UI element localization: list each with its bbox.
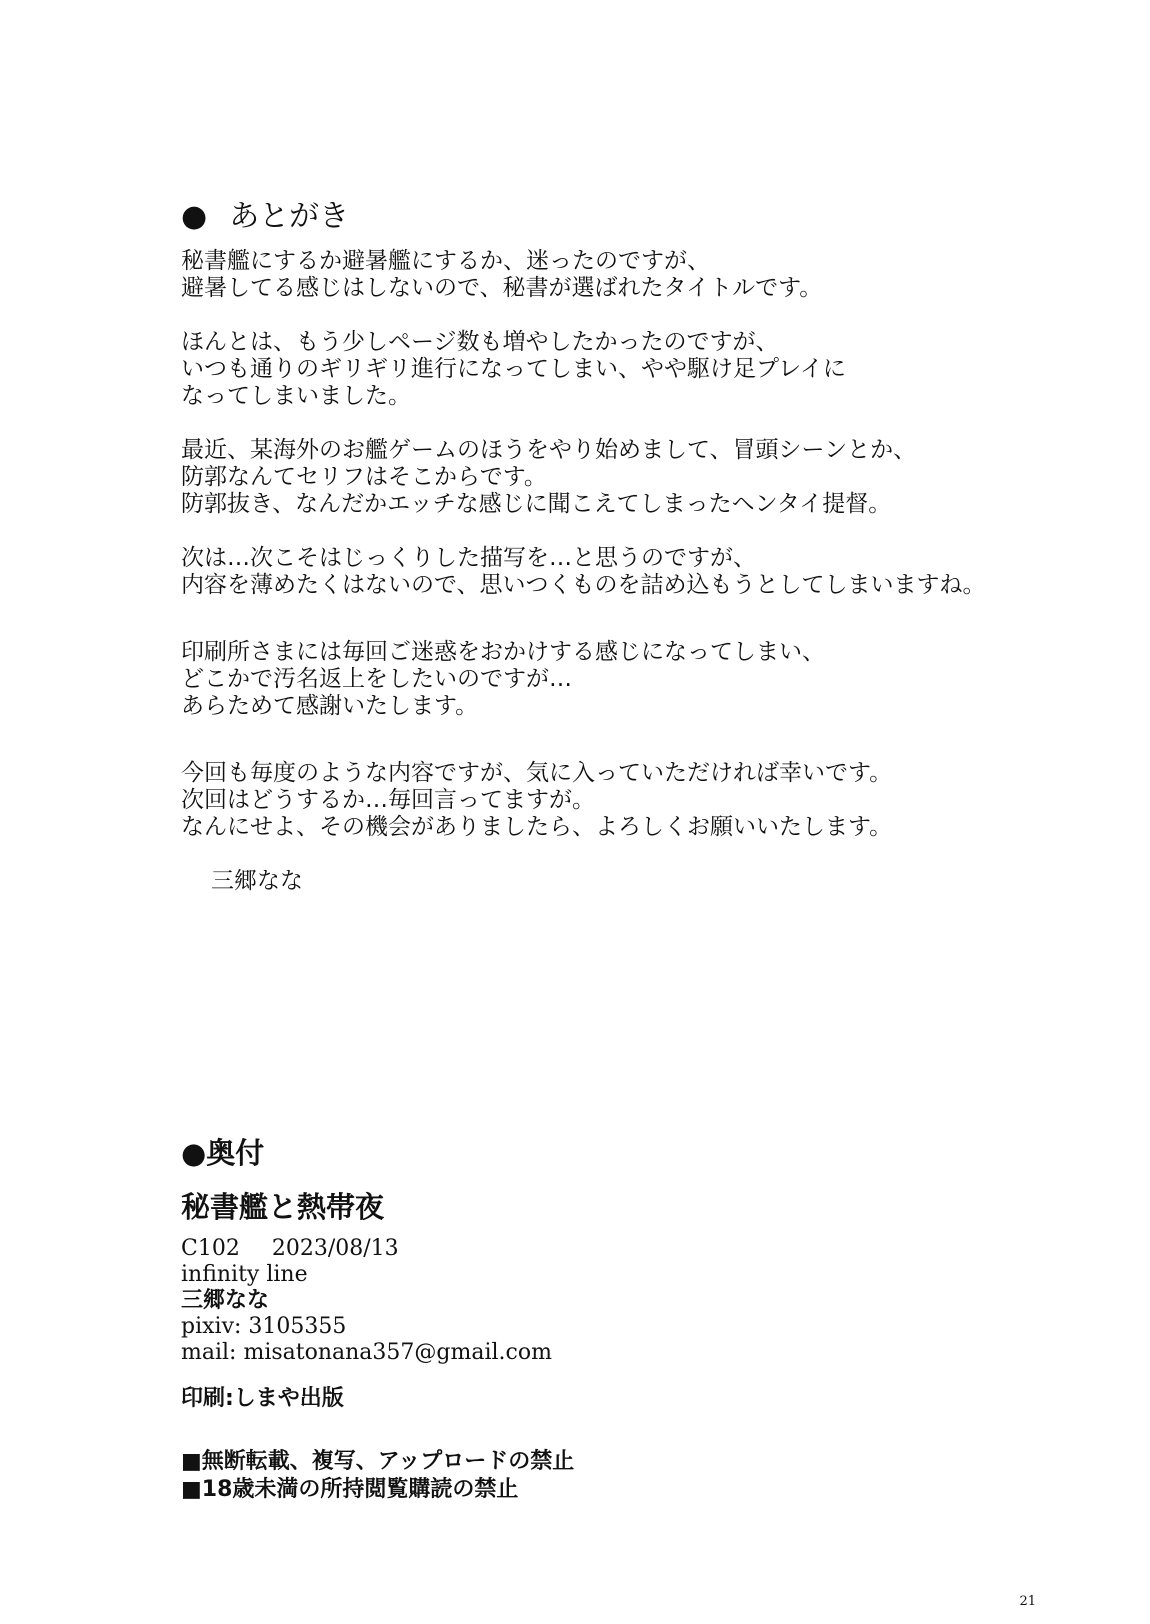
printer-name: 印刷:しまや出版 [181, 1386, 344, 1411]
text-line: なんにせよ、その機会がありましたら、よろしくお願いいたします。 [181, 814, 893, 840]
text-line: 避暑してる感じはしないので、秘書が選ばれたタイトルです。 [181, 275, 823, 301]
page-number: 21 [1019, 1594, 1036, 1609]
text-line: どこかで汚名返上をしたいのですが… [181, 666, 572, 692]
text-line: 内容を薄めたくはないので、思いつくものを詰め込もうとしてしまいますね。 [181, 572, 986, 598]
pixiv-id: pixiv: 3105355 [181, 1314, 347, 1339]
afterword-heading [181, 200, 1081, 234]
notices-list [181, 1448, 881, 1504]
text-line: ほんとは、もう少しページ数も増やしたかったのですが、 [181, 329, 779, 355]
text-line: 印刷所さまには毎回ご迷惑をおかけする感じになってしまい、 [181, 639, 825, 665]
notice-item: ■18歳未満の所持閲覧購読の禁止 [181, 1477, 519, 1502]
text-line: なってしまいました。 [181, 383, 411, 409]
event-date-line [181, 1236, 881, 1262]
afterword-paragraph-5 [181, 639, 1081, 720]
contact-email: mail: misatonana357@gmail.com [181, 1340, 552, 1365]
book-title: 秘書艦と熱帯夜 [181, 1190, 385, 1224]
afterword-paragraph-2 [181, 329, 1081, 410]
afterword-title: あとがき [229, 199, 350, 234]
colophon-section [181, 1136, 881, 1504]
notice-item: ■無断転載、複写、アップロードの禁止 [181, 1449, 575, 1474]
text-line: 今回も毎度のような内容ですが、気に入っていただければ幸いです。 [181, 760, 893, 786]
text-line: あらためて感謝いたします。 [181, 693, 479, 719]
afterword-section [181, 200, 1081, 895]
text-line: 防郭抜き、なんだかエッチな感じに聞こえてしまったヘンタイ提督。 [181, 491, 892, 517]
text-line: 次は…次こそはじっくりした描写を…と思うのですが、 [181, 545, 756, 571]
afterword-paragraph-1 [181, 248, 1081, 302]
event-name: C102 [181, 1236, 240, 1261]
author-name: 三郷なな [181, 1288, 270, 1313]
text-line: 防郭なんてセリフはそこからです。 [181, 464, 547, 490]
author-signature: 三郷なな [211, 868, 303, 894]
afterword-paragraph-6 [181, 760, 1081, 841]
circle-name: infinity line [181, 1262, 308, 1287]
text-line: 次回はどうするか…毎回言ってますが。 [181, 787, 595, 813]
heading-bullet: ● [181, 199, 208, 234]
text-line: 秘書艦にするか避暑艦にするか、迷ったのですが、 [181, 248, 710, 274]
colophon-heading: ●奥付 [181, 1136, 265, 1170]
text-line: いつも通りのギリギリ進行になってしまい、やや駆け足プレイに [181, 356, 846, 382]
afterword-paragraph-3 [181, 437, 1081, 518]
publish-date: 2023/08/13 [271, 1236, 399, 1261]
text-line: 最近、某海外のお艦ゲームのほうをやり始めまして、冒頭シーンとか、 [181, 437, 917, 463]
afterword-paragraph-4 [181, 545, 1081, 599]
